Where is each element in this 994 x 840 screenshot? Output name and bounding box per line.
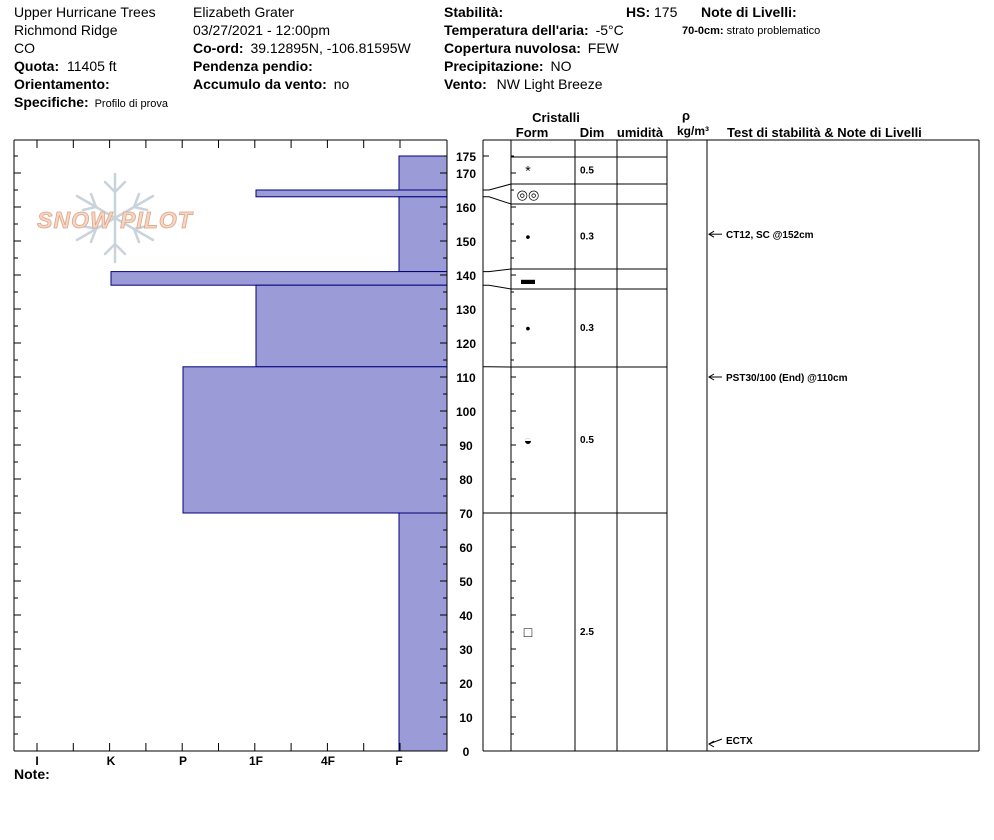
rho-header: ρ	[681, 108, 691, 123]
wind-loading-value: no	[333, 76, 350, 92]
air-temp-label: Temperatura dell'aria:	[444, 22, 589, 38]
snowpilot-logo	[37, 174, 194, 262]
crystal-form-4: •	[525, 320, 531, 336]
wind-label: Vento:	[444, 76, 487, 92]
hs-label: HS:	[626, 4, 651, 20]
dim-header: Dim	[579, 125, 605, 140]
crystal-size-4: 0.3	[580, 323, 594, 334]
depth-label-110: 110	[456, 371, 476, 385]
depth-label-60: 60	[459, 541, 473, 555]
state: CO	[14, 40, 35, 56]
depth-label-20: 20	[459, 677, 473, 691]
crystals-header: Cristalli	[532, 110, 580, 125]
depth-label-70: 70	[459, 507, 473, 521]
layer-note-range: 70-0cm:	[682, 25, 724, 37]
hardness-bar-0	[399, 156, 447, 190]
hardness-bar-1	[256, 190, 447, 197]
crystal-size-0: 0.5	[580, 165, 594, 177]
stability-notes	[709, 230, 848, 747]
stability-notes-header: Test di stabilità & Note di Livelli	[727, 125, 922, 140]
depth-axis-labels	[456, 150, 476, 759]
air-temp-value: -5°C	[595, 22, 624, 38]
observer: Elizabeth Grater	[193, 4, 295, 20]
slope-label: Pendenza pendio:	[193, 58, 313, 74]
hardness-bar-5	[183, 367, 447, 513]
hardness-label-4F: 4F	[320, 754, 336, 768]
wind-loading-label: Accumulo da vento:	[193, 76, 327, 92]
stability-note-1: PST30/100 (End) @110cm	[726, 373, 848, 384]
crystal-form-2: •	[525, 228, 531, 245]
location: Upper Hurricane Trees	[14, 4, 156, 20]
form-header: Form	[515, 125, 549, 140]
depth-label-100: 100	[455, 405, 477, 419]
hardness-label-P: P	[178, 754, 188, 768]
depth-label-30: 30	[459, 643, 473, 657]
hardness-label-I: I	[35, 754, 39, 768]
hardness-bar-3	[111, 272, 447, 286]
hardness-bar-6	[399, 513, 447, 751]
elevation-value: 11405 ft	[67, 58, 117, 74]
crystal-size-5: 0.5	[580, 435, 594, 446]
density-unit-header: kg/m³	[676, 124, 710, 138]
notes-label: Note:	[14, 766, 50, 782]
aspect-label: Orientamento:	[14, 76, 110, 92]
specifics-value: Profilo di prova	[94, 98, 168, 110]
stability-note-2: ECTX	[726, 736, 753, 747]
depth-label-40: 40	[459, 609, 473, 623]
depth-label-130: 130	[455, 303, 477, 317]
depth-label-120: 120	[455, 337, 477, 351]
moisture-header: umidità	[616, 125, 664, 140]
hs-value: 175	[654, 4, 678, 20]
crystal-form-6: □	[523, 624, 533, 640]
hardness-bar-2	[399, 197, 447, 272]
hardness-axis-labels	[35, 754, 402, 768]
depth-label-10: 10	[459, 711, 473, 725]
depth-label-175: 175	[455, 150, 477, 164]
coord-label: Co-ord:	[193, 40, 244, 56]
crystal-form-1: ◎◎	[516, 187, 540, 202]
hardness-label-F: F	[395, 754, 403, 768]
connector-4	[483, 285, 511, 289]
crystal-form-5: ◒	[523, 432, 533, 448]
crystal-column	[517, 163, 595, 641]
crystal-size-2: 0.3	[580, 231, 594, 243]
wind-value: NW Light Breeze	[496, 76, 603, 92]
connector-2	[483, 197, 511, 204]
depth-label-50: 50	[459, 575, 473, 589]
elevation-label: Quota:	[14, 58, 60, 74]
depth-label-80: 80	[459, 473, 473, 487]
datetime: 03/27/2021 - 12:00pm	[193, 22, 330, 38]
hardness-bars	[111, 156, 447, 751]
depth-label-90: 90	[459, 439, 473, 453]
layer-note-text: strato problematico	[726, 25, 821, 37]
stability-label: Stabilità:	[444, 4, 504, 20]
depth-label-160: 160	[455, 201, 477, 215]
area: Richmond Ridge	[14, 22, 118, 38]
connector-3	[483, 269, 511, 272]
cloud-label: Copertura nuvolosa:	[444, 40, 581, 56]
column-headers	[516, 108, 922, 140]
depth-label-140: 140	[455, 269, 477, 283]
crystal-form-0: *	[525, 162, 531, 179]
crystal-form-3: ▬	[521, 271, 535, 287]
precip-label: Precipitazione:	[444, 58, 544, 74]
layer-notes-label: Note di Livelli:	[701, 4, 797, 20]
stability-note-0: CT12, SC @152cm	[726, 230, 814, 242]
crystal-size-6: 2.5	[580, 627, 594, 638]
cloud-value: FEW	[587, 40, 619, 56]
hardness-label-1F: 1F	[248, 754, 264, 768]
coord-value: 39.12895N, -106.81595W	[250, 40, 411, 56]
depth-label-150: 150	[455, 235, 477, 249]
precip-value: NO	[550, 58, 572, 74]
stability-arrowhead-2	[709, 741, 714, 747]
hardness-label-K: K	[106, 754, 116, 768]
depth-label-0: 0	[462, 745, 470, 759]
specifics-label: Specifiche:	[14, 94, 89, 110]
connector-1	[483, 184, 511, 190]
snowpilot-logo-text: SNOW PILOT	[37, 207, 193, 233]
depth-label-170: 170	[455, 167, 477, 181]
hardness-bar-4	[256, 285, 447, 367]
